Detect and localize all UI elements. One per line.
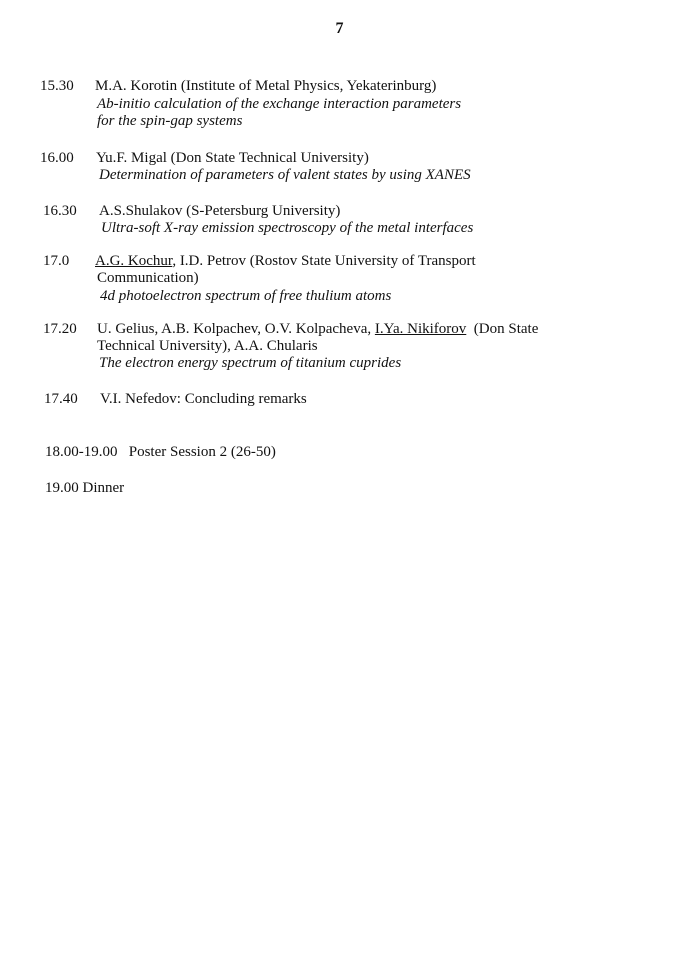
entry-authors: Yu.F. Migal (Don State Technical University) xyxy=(96,150,369,166)
page-number: 7 xyxy=(335,20,344,37)
entry-title-line1: Determination of parameters of valent states by using XANES xyxy=(99,167,471,183)
entry-time: 17.40 xyxy=(44,391,78,407)
entry-title-line1: Ultra-soft X-ray emission spectroscopy of the metal interfaces xyxy=(101,220,474,236)
entry-time: 17.20 xyxy=(43,321,77,337)
entry-authors: M.A. Korotin (Institute of Metal Physics, Yekaterinburg) xyxy=(95,78,437,94)
entry-authors-line2: Technical University), A.A. Chularis xyxy=(97,338,318,354)
presenting-author: I.Ya. Nikiforov xyxy=(374,321,467,337)
poster-session: 18.00-19.00 Poster Session 2 (26-50) xyxy=(45,444,276,460)
entry-authors: V.I. Nefedov: Concluding remarks xyxy=(100,391,307,407)
entry-time: 16.00 xyxy=(40,150,74,166)
entry-title-line1: 4d photoelectron spectrum of free thulium atoms xyxy=(100,288,392,304)
entry-authors-line1 xyxy=(95,252,476,270)
presenting-author: A.G. Kochur xyxy=(95,253,173,269)
entry-time: 17.0 xyxy=(43,253,70,269)
dinner: 19.00 Dinner xyxy=(45,480,125,496)
entry-time: 16.30 xyxy=(43,203,77,219)
entry-authors: A.S.Shulakov (S-Petersburg University) xyxy=(99,203,341,219)
entry-authors-line1 xyxy=(97,320,538,338)
coauthors: , I.D. Petrov (Rostov State University of Transport xyxy=(172,253,476,269)
entry-title-line2: for the spin-gap systems xyxy=(97,113,243,129)
coauthors-pre: U. Gelius, A.B. Kolpachev, O.V. Kolpacheva, xyxy=(97,321,375,337)
entry-title-line1: The electron energy spectrum of titanium cuprides xyxy=(99,355,402,371)
affiliation-start: (Don State xyxy=(466,321,539,337)
entry-authors-line2: Communication) xyxy=(97,270,199,286)
entry-title-line1: Ab-initio calculation of the exchange interaction parameters xyxy=(97,96,462,112)
entry-time: 15.30 xyxy=(40,78,74,94)
